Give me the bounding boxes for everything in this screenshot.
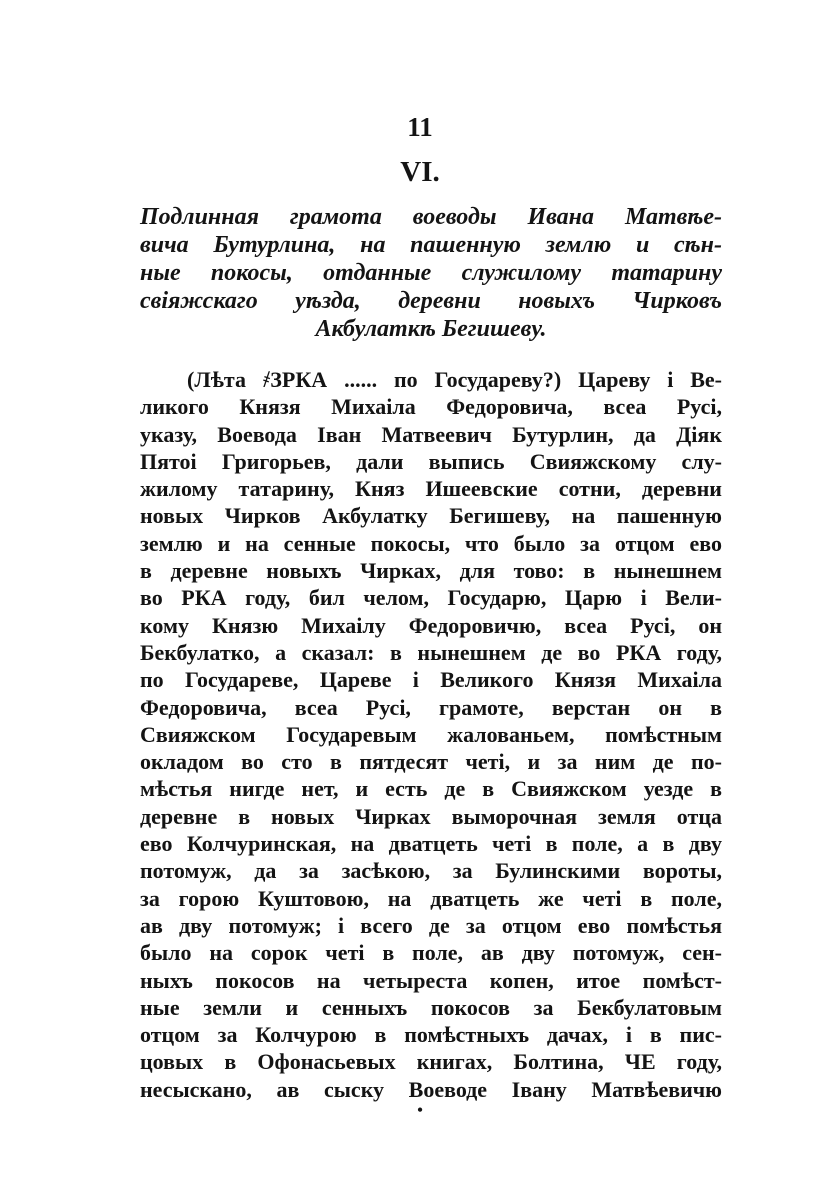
body-line: новых Чирков Акбулатку Бегишеву, на пашенную (140, 503, 722, 529)
body-line: ные земли и сенныхъ покосов за Бекбулатовым (140, 994, 722, 1020)
body-text (140, 366, 722, 1103)
body-line: кому Князю Михаілу Федоровичю, всеа Русі, он (140, 612, 722, 638)
heading-line: Акбулаткѣ Бегишеву. (315, 316, 547, 342)
body-line: Федоровича, всеа Русі, грамоте, верстан он в (140, 694, 722, 720)
heading-line: свіяжскаго уѣзда, деревни новыхъ Чирковъ (140, 288, 722, 314)
heading-line: ные покосы, отданные служилому татарину (140, 260, 722, 286)
body-line: ав дву потомуж; і всего де за отцом ево помѣстья (140, 912, 722, 938)
body-line: Свияжском Государевым жалованьем, помѣстным (140, 721, 722, 747)
body-line: землю и на сенные покосы, что было за отцом ево (140, 530, 722, 556)
body-line: Пятоі Григорьев, дали выпись Свияжскому слу- (140, 448, 722, 474)
body-line: ныхъ покосов на четыреста копен, итое помѣст- (140, 967, 722, 993)
document-heading (140, 203, 722, 343)
body-line: указу, Воевода Іван Матвеевич Бутурлин, да Діяк (140, 421, 722, 447)
body-line: несыскано, ав сыску Воеводе Івану Матвѣевичю (140, 1076, 722, 1102)
body-line: ево Колчуринская, на дватцеть четі в поле, а в дву (140, 831, 722, 857)
heading-line: Подлинная грамота воеводы Ивана Матвѣе- (140, 204, 722, 230)
body-line: жилому татарину, Княз Ишеевские сотни, деревни (140, 476, 722, 502)
heading-line: вича Бутурлина, на пашенную землю и сѣн- (140, 232, 722, 258)
body-line: Бекбулатко, а сказал: в нынешнем де во РКА году, (140, 639, 722, 665)
body-line: отцом за Колчурою в помѣстныхъ дачах, і в пис- (140, 1022, 722, 1048)
section-number: VI. (400, 156, 440, 188)
body-line: за горою Куштовою, на дватцеть же четі в поле, (140, 885, 722, 911)
body-line: деревне в новых Чирках выморочная земля отца (140, 803, 722, 829)
page-number: 11 (407, 112, 433, 142)
body-line: мѣстья нигде нет, и есть де в Свияжском уезде в (140, 776, 722, 802)
body-line: (Лѣта ҂ЗРКА ...... по Государеву?) Цареву і Ве- (187, 367, 722, 392)
body-line: было на сорок четі в поле, ав дву потомуж, сен- (140, 940, 722, 966)
body-line: окладом во сто в пятдесят четі, и за ним де по- (140, 749, 722, 775)
body-line: ликого Князя Михаіла Федоровича, всеа Русі, (140, 394, 722, 420)
body-line: в деревне новыхъ Чирках, для тово: в нынешнем (140, 558, 722, 584)
body-line: во РКА году, бил челом, Государю, Царю і Вели- (140, 585, 722, 611)
body-line: по Государеве, Цареве і Великого Князя Михаіла (140, 667, 722, 693)
page-mark: • (417, 1102, 423, 1119)
body-line: потомуж, да за засѣкою, за Булинскими вороты, (140, 858, 722, 884)
body-line: цовых в Офонасьевых книгах, Болтина, ЧЕ году, (140, 1049, 722, 1075)
